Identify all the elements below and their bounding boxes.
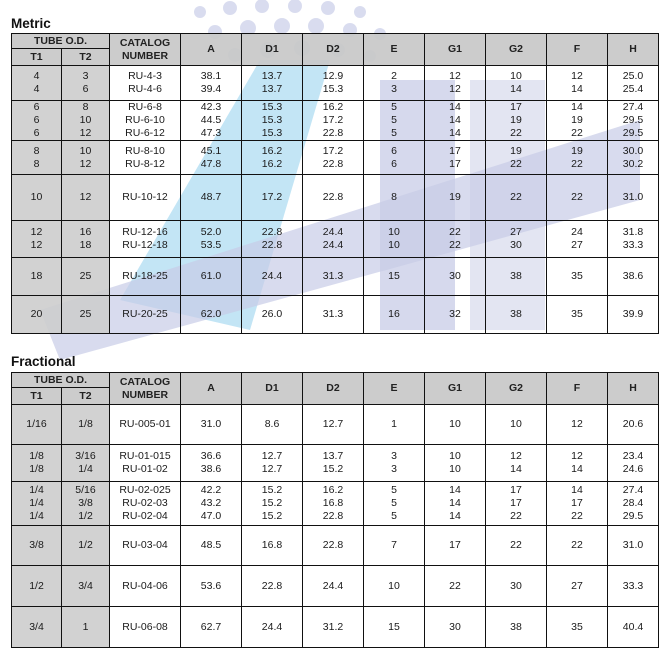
cell-f: 35 [547,258,608,296]
catalog-number-header: CATALOG NUMBER [110,34,181,66]
cell-h: 30.0 30.2 [608,141,659,175]
cell-t1: 6 6 6 [12,101,62,141]
cell-g2: 27 30 [486,221,547,258]
cell-e: 15 [364,607,425,648]
cell-f: 35 [547,607,608,648]
cell-t1: 10 [12,175,62,221]
cell-t1: 4 4 [12,66,62,101]
cell-catalog: RU-12-16 RU-12-18 [110,221,181,258]
column-header-d2: D2 [303,373,364,405]
cell-f: 12 14 [547,66,608,101]
cell-d2: 12.7 [303,405,364,445]
cell-e: 16 [364,296,425,334]
cell-catalog: RU-10-12 [110,175,181,221]
table-row-group [12,405,659,445]
cell-d2: 22.8 [303,526,364,566]
cell-f: 22 [547,175,608,221]
column-header-h: H [608,34,659,66]
cell-catalog: RU-005-01 [110,405,181,445]
cell-f: 14 17 22 [547,482,608,526]
cell-g2: 10 [486,405,547,445]
cell-h: 33.3 [608,566,659,607]
cell-t1: 1/16 [12,405,62,445]
table-row-group [12,566,659,607]
table-row-group [12,221,659,258]
cell-h: 25.0 25.4 [608,66,659,101]
cell-t1: 18 [12,258,62,296]
cell-d1: 22.8 22.8 [242,221,303,258]
table-row-group [12,445,659,482]
cell-catalog: RU-02-025 RU-02-03 RU-02-04 [110,482,181,526]
column-header-a: A [181,373,242,405]
table-row-group [12,607,659,648]
cell-t2: 1/2 [62,526,110,566]
cell-d1: 17.2 [242,175,303,221]
column-header-d1: D1 [242,373,303,405]
column-header-e: E [364,373,425,405]
cell-d2: 31.2 [303,607,364,648]
t2-header: T2 [62,49,110,66]
cell-t2: 3/4 [62,566,110,607]
cell-d1: 15.2 15.2 15.2 [242,482,303,526]
cell-e: 5 5 5 [364,482,425,526]
table-row-group [12,175,659,221]
cell-d2: 24.4 24.4 [303,221,364,258]
cell-d1: 16.2 16.2 [242,141,303,175]
table-row-group [12,66,659,101]
cell-h: 23.4 24.6 [608,445,659,482]
cell-a: 31.0 [181,405,242,445]
fractional-section-title: Fractional [11,354,76,369]
cell-a: 52.0 53.5 [181,221,242,258]
cell-g1: 14 14 14 [425,482,486,526]
tube-od-header: TUBE O.D. [12,373,110,388]
table-row-group [12,101,659,141]
cell-e: 6 6 [364,141,425,175]
catalog-number-header: CATALOG NUMBER [110,373,181,405]
cell-g2: 22 [486,175,547,221]
cell-d1: 22.8 [242,566,303,607]
cell-t2: 12 [62,175,110,221]
tube-od-header: TUBE O.D. [12,34,110,49]
cell-h: 31.8 33.3 [608,221,659,258]
cell-t2: 1/8 [62,405,110,445]
cell-t1: 1/4 1/4 1/4 [12,482,62,526]
cell-h: 40.4 [608,607,659,648]
cell-t1: 12 12 [12,221,62,258]
cell-h: 38.6 [608,258,659,296]
cell-a: 36.6 38.6 [181,445,242,482]
cell-f: 19 22 [547,141,608,175]
cell-f: 12 14 [547,445,608,482]
cell-g2: 22 [486,526,547,566]
cell-g1: 19 [425,175,486,221]
cell-t2: 25 [62,258,110,296]
table-row-group [12,141,659,175]
cell-f: 27 [547,566,608,607]
cell-g2: 17 19 22 [486,101,547,141]
cell-t1: 1/2 [12,566,62,607]
column-header-g1: G1 [425,34,486,66]
cell-t1: 20 [12,296,62,334]
cell-g1: 32 [425,296,486,334]
cell-t2: 1 [62,607,110,648]
column-header-g1: G1 [425,373,486,405]
cell-g1: 12 12 [425,66,486,101]
cell-e: 5 5 5 [364,101,425,141]
cell-h: 39.9 [608,296,659,334]
cell-a: 48.7 [181,175,242,221]
t1-header: T1 [12,388,62,405]
cell-e: 10 [364,566,425,607]
t1-header: T1 [12,49,62,66]
cell-a: 48.5 [181,526,242,566]
cell-d1: 26.0 [242,296,303,334]
cell-d2: 31.3 [303,296,364,334]
cell-g2: 38 [486,607,547,648]
metric-section-title: Metric [11,16,51,31]
cell-e: 8 [364,175,425,221]
cell-h: 31.0 [608,526,659,566]
cell-catalog: RU-01-015 RU-01-02 [110,445,181,482]
cell-a: 38.1 39.4 [181,66,242,101]
column-header-g2: G2 [486,373,547,405]
cell-catalog: RU-18-25 [110,258,181,296]
cell-catalog: RU-06-08 [110,607,181,648]
cell-catalog: RU-04-06 [110,566,181,607]
column-header-e: E [364,34,425,66]
cell-catalog: RU-03-04 [110,526,181,566]
cell-f: 12 [547,405,608,445]
cell-t1: 8 8 [12,141,62,175]
column-header-f: F [547,34,608,66]
cell-g1: 14 14 14 [425,101,486,141]
table-row-group [12,296,659,334]
cell-d1: 24.4 [242,607,303,648]
fractional-dimensions-table [11,372,659,648]
cell-g2: 38 [486,258,547,296]
cell-g1: 10 [425,405,486,445]
cell-a: 62.7 [181,607,242,648]
cell-catalog: RU-6-8 RU-6-10 RU-6-12 [110,101,181,141]
cell-d1: 13.7 13.7 [242,66,303,101]
cell-t2: 3 6 [62,66,110,101]
column-header-d1: D1 [242,34,303,66]
cell-t2: 10 12 [62,141,110,175]
cell-h: 27.4 28.4 29.5 [608,482,659,526]
cell-g1: 17 [425,526,486,566]
cell-d1: 8.6 [242,405,303,445]
column-header-d2: D2 [303,34,364,66]
cell-e: 2 3 [364,66,425,101]
cell-f: 35 [547,296,608,334]
cell-t1: 1/8 1/8 [12,445,62,482]
cell-catalog: RU-8-10 RU-8-12 [110,141,181,175]
cell-g1: 30 [425,607,486,648]
cell-a: 42.2 43.2 47.0 [181,482,242,526]
cell-d2: 16.2 16.8 22.8 [303,482,364,526]
cell-g2: 30 [486,566,547,607]
cell-t1: 3/8 [12,526,62,566]
cell-catalog: RU-4-3 RU-4-6 [110,66,181,101]
cell-h: 27.4 29.5 29.5 [608,101,659,141]
cell-d2: 13.7 15.2 [303,445,364,482]
cell-g1: 30 [425,258,486,296]
cell-g2: 19 22 [486,141,547,175]
cell-catalog: RU-20-25 [110,296,181,334]
cell-g1: 17 17 [425,141,486,175]
cell-d1: 12.7 12.7 [242,445,303,482]
column-header-g2: G2 [486,34,547,66]
table-row-group [12,258,659,296]
cell-d2: 31.3 [303,258,364,296]
cell-h: 31.0 [608,175,659,221]
cell-e: 15 [364,258,425,296]
cell-f: 22 [547,526,608,566]
cell-g1: 22 22 [425,221,486,258]
cell-g1: 10 10 [425,445,486,482]
t2-header: T2 [62,388,110,405]
cell-d1: 16.8 [242,526,303,566]
metric-dimensions-table [11,33,659,334]
cell-e: 1 [364,405,425,445]
cell-t2: 3/16 1/4 [62,445,110,482]
cell-d2: 12.9 15.3 [303,66,364,101]
cell-a: 62.0 [181,296,242,334]
cell-g2: 17 17 22 [486,482,547,526]
cell-f: 24 27 [547,221,608,258]
cell-t1: 3/4 [12,607,62,648]
cell-g2: 12 14 [486,445,547,482]
cell-g2: 38 [486,296,547,334]
cell-f: 14 19 22 [547,101,608,141]
cell-e: 7 [364,526,425,566]
table-row-group [12,526,659,566]
cell-d2: 16.2 17.2 22.8 [303,101,364,141]
cell-g2: 10 14 [486,66,547,101]
column-header-a: A [181,34,242,66]
cell-d1: 15.3 15.3 15.3 [242,101,303,141]
cell-t2: 8 10 12 [62,101,110,141]
column-header-h: H [608,373,659,405]
cell-a: 45.1 47.8 [181,141,242,175]
table-row-group [12,482,659,526]
cell-a: 61.0 [181,258,242,296]
cell-d2: 17.2 22.8 [303,141,364,175]
cell-a: 53.6 [181,566,242,607]
cell-d2: 24.4 [303,566,364,607]
cell-e: 3 3 [364,445,425,482]
column-header-f: F [547,373,608,405]
cell-t2: 16 18 [62,221,110,258]
cell-h: 20.6 [608,405,659,445]
cell-d2: 22.8 [303,175,364,221]
cell-g1: 22 [425,566,486,607]
cell-t2: 25 [62,296,110,334]
cell-a: 42.3 44.5 47.3 [181,101,242,141]
cell-t2: 5/16 3/8 1/2 [62,482,110,526]
cell-d1: 24.4 [242,258,303,296]
cell-e: 10 10 [364,221,425,258]
